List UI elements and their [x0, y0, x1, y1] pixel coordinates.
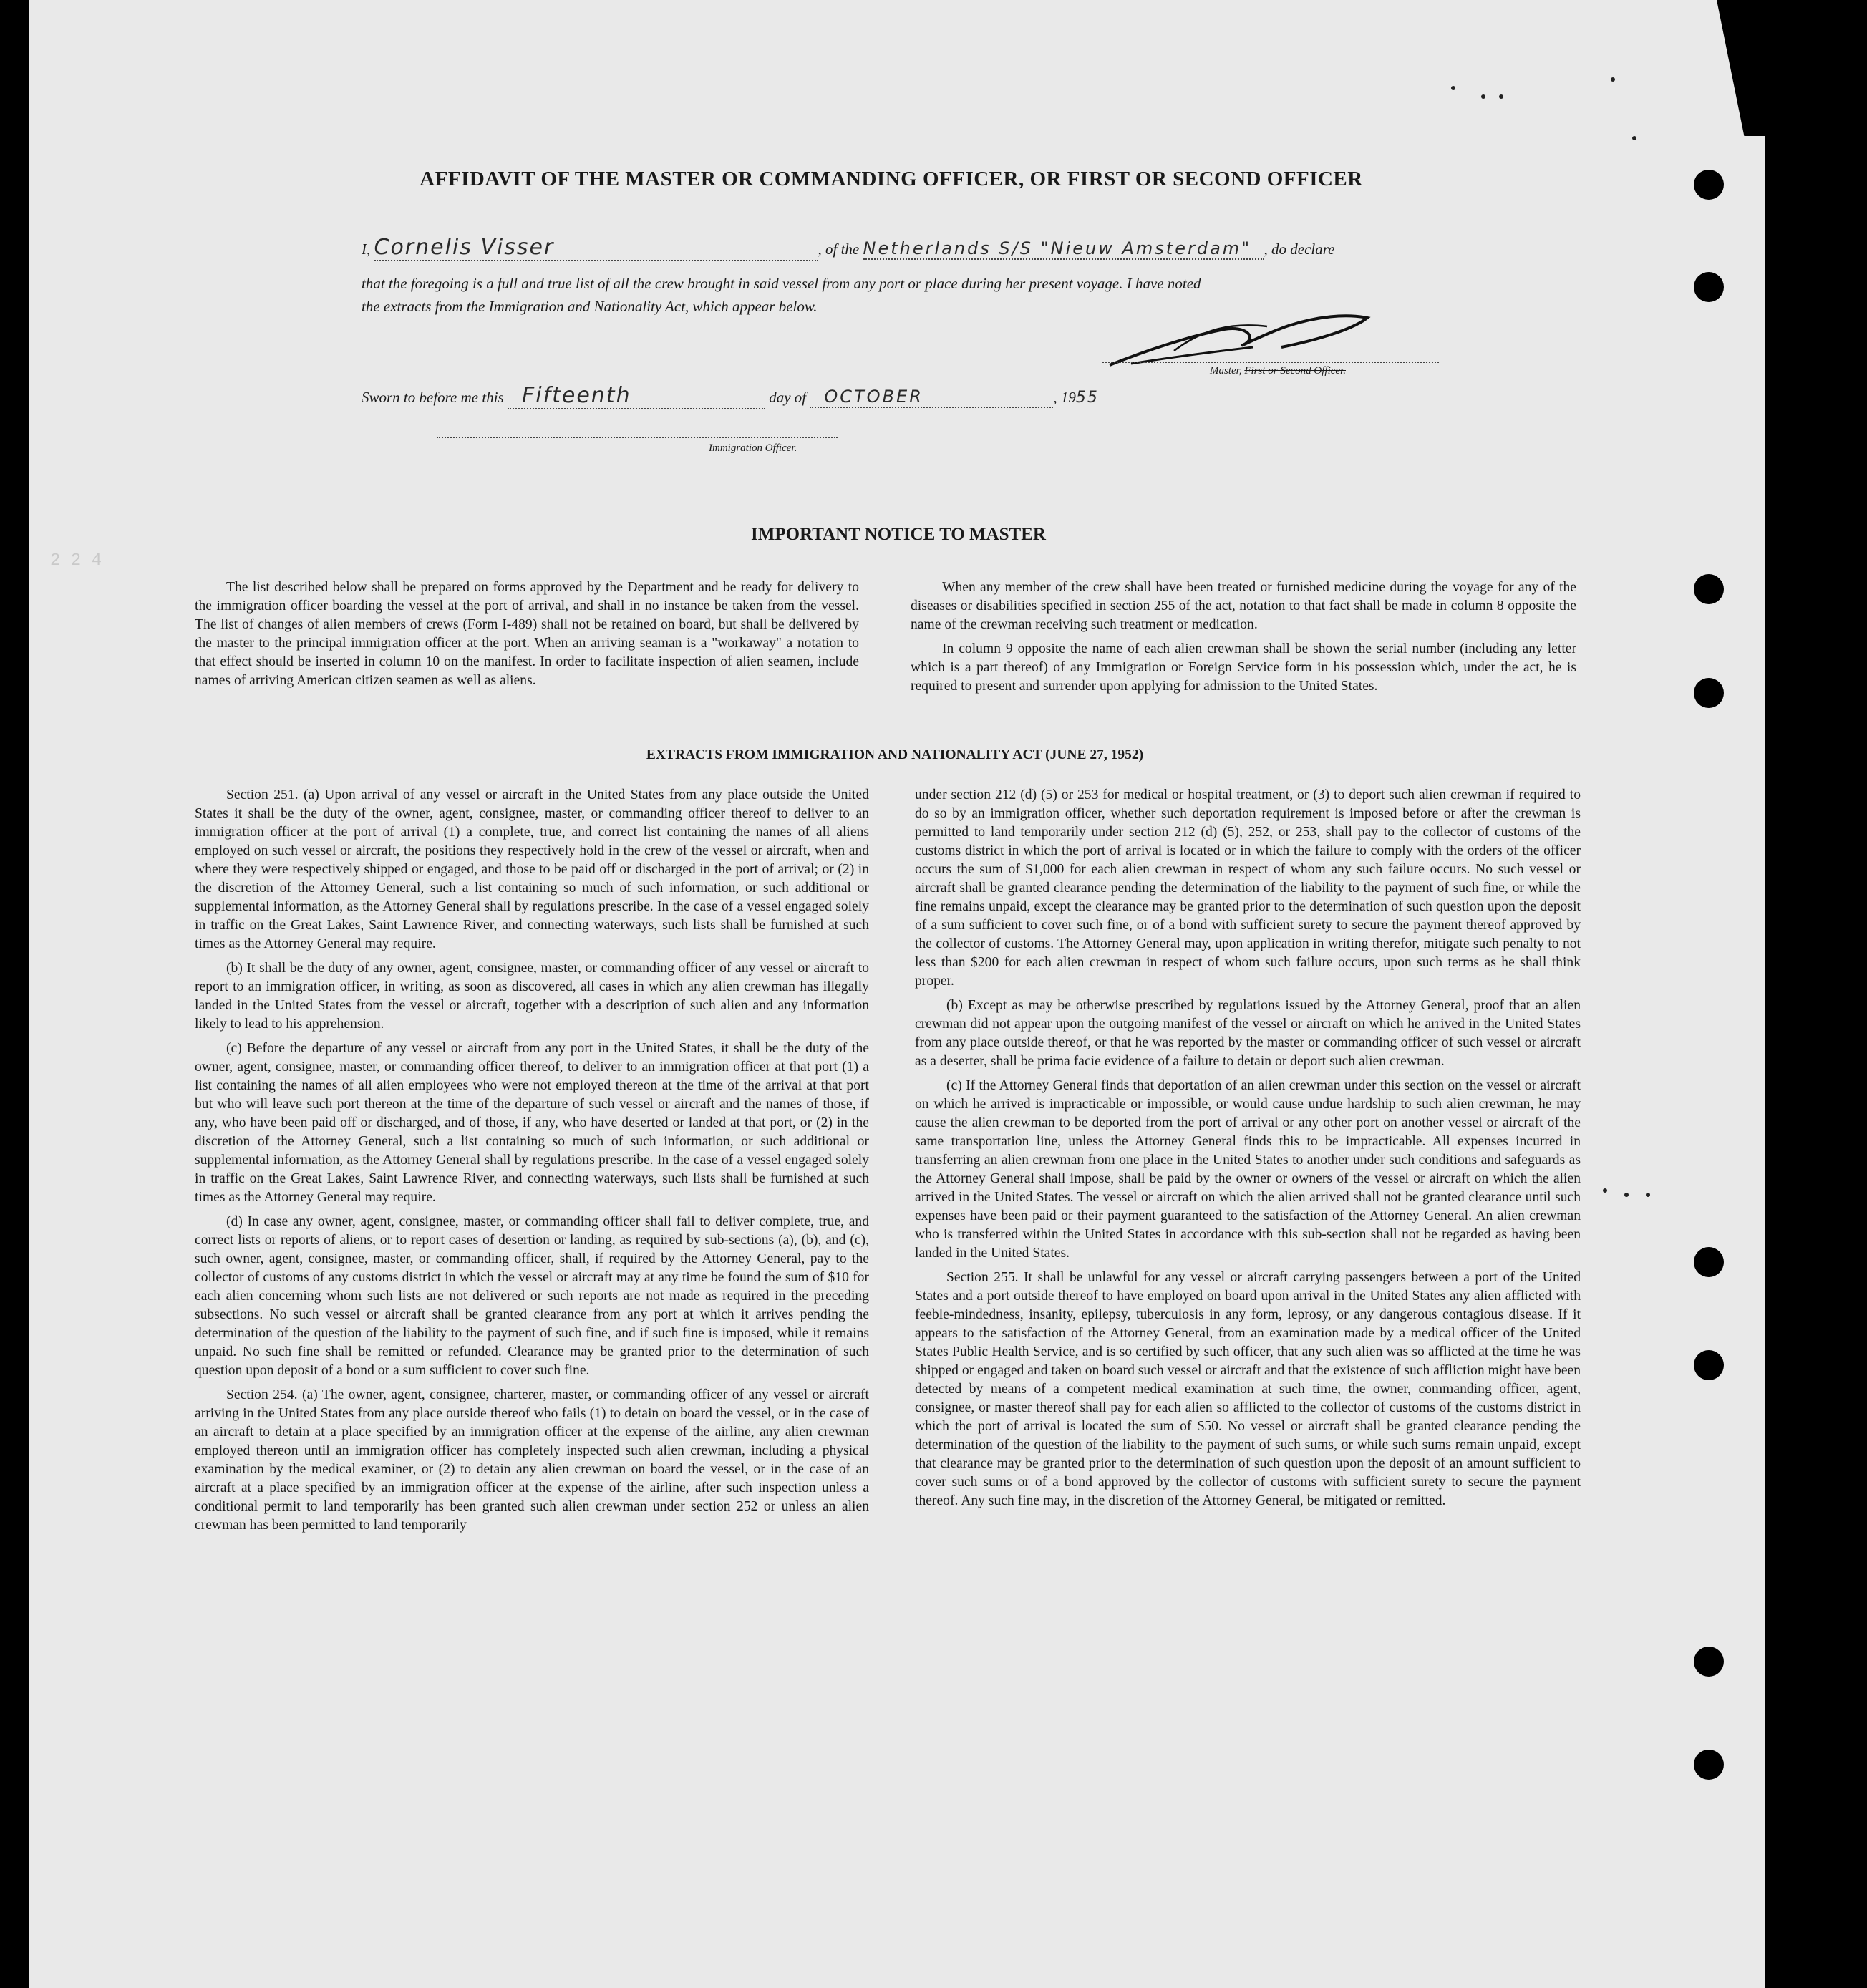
speck	[1646, 1193, 1650, 1197]
immigration-officer-line	[437, 437, 838, 438]
declaration-line-3: the extracts from the Immigration and Nationality Act, which appear below.	[362, 298, 818, 315]
declaration-line-1: I, Cornelis Visser , of the Netherlands S/S "Nieuw Amsterdam" , do declare	[362, 235, 1335, 260]
section-254a: Section 254. (a) The owner, agent, consignee, charterer, master, or commanding officer of any vessel or aircraft arriving in the United States from any place outside thereof who fails (1) to detain on board the vessel, or in the case of an aircraft to detain at a place specified by an immigration officer at the expense of the airline, any alien crewman employed thereon until an immigration officer has completely inspected such alien crewman, including a physical examination by the medical examiner, or (2) to detain any alien crewman on board the vessel, or in the case of an aircraft at a place specified by an immigration officer at the expense of the airline, after such inspection unless a conditional permit to land temporarily has been granted such alien crewman under section 252 or unless an alien crewman has been permitted to land temporarily	[195, 1387, 869, 1533]
sworn-year-field: 55	[1075, 389, 1099, 407]
section-254b: (b) Except as may be otherwise prescribed by regulations issued by the Attorney General, proof that an alien crewman did not appear upon the outgoing manifest of the vessel or aircraft on which he arrived in the United States from any place outside thereof, or that he was reported by the master or commanding officer of such vessel or aircraft as a deserter, shall be prima facie evidence of a failure to detain or deport such alien crewman.	[915, 998, 1581, 1069]
punch-hole	[1694, 1647, 1724, 1677]
speck	[1632, 136, 1636, 140]
sworn-day-field: Fifteenth	[508, 383, 765, 409]
speck	[1499, 94, 1503, 99]
punch-hole	[1694, 170, 1724, 200]
section-254a-cont: under section 212 (d) (5) or 253 for medical or hospital treatment, or (3) to deport such alien crewman if required to do so by an immigration officer, whether such deportation requirement is imposed before or after the crewman is permitted to land temporarily under section 212 (d) (5), 252, or 253, shall pay to the collector of customs of the customs district in which the port of arrival is located or in which the failure to comply with the orders of the officer occurs the sum of $1,000 for each alien crewman in respect of whom any such failure occurs. No such vessel or aircraft shall be granted clearance pending the determination of the liability to the payment of such fine, or while the fine remains unpaid, except the clearance may be granted prior to the determination of such question upon the deposit of a sum sufficient to cover such fine, or of a bond with sufficient surety to secure the payment thereof approved by the collector of customs. The Attorney General may, upon application in writing therefor, mitigate such penalty to not less than $200 for each alien crewman in respect of whom such failure occurs, upon such terms as he shall think proper.	[915, 787, 1581, 989]
punch-hole	[1694, 574, 1724, 604]
extracts-title: EXTRACTS FROM IMMIGRATION AND NATIONALITY ACT (JUNE 27, 1952)	[646, 747, 1144, 762]
speck	[1481, 94, 1485, 99]
punch-hole	[1694, 272, 1724, 302]
signature-line	[1102, 362, 1439, 363]
bleed-through-mark: 2 2 4	[50, 551, 102, 571]
master-name-field: Cornelis Visser	[374, 235, 818, 261]
sworn-month-field: OCTOBER	[810, 387, 1053, 408]
section-251b: (b) It shall be the duty of any owner, agent, consignee, master, or commanding officer of any vessel or aircraft to report to an immigration officer, in writing, as soon as discovered, all cases in which any alien crewman has illegally landed in the United States from the vessel or aircraft, together with a description of such alien and any information likely to lead to his apprehension.	[195, 961, 869, 1032]
speck	[1451, 86, 1455, 90]
immigration-officer-caption: Immigration Officer.	[709, 442, 797, 454]
extracts-right-column	[915, 786, 1581, 1516]
punch-hole	[1694, 1750, 1724, 1780]
section-251a: Section 251. (a) Upon arrival of any vessel or aircraft in the United States from any place outside the United States it shall be the duty of the owner, agent, consignee, master, or commanding officer thereof to deliver to an immigration officer at the port of arrival (1) a complete, true, and correct list containing the names of all aliens employed on such vessel or aircraft, the positions they respectively hold in the crew of the vessel or aircraft, when and where they were respectively shipped or engaged, and those to be paid off or discharged in the port of arrival; or (2) in the discretion of the Attorney General, such a list containing so much of such information, or such additional or supplemental information, as the Attorney General shall by regulations prescribe. In the case of a vessel engaged solely in traffic on the Great Lakes, Saint Lawrence River, and connecting waterways, such lists shall be furnished at such times as the Attorney General may require.	[195, 787, 869, 951]
punch-hole	[1694, 1247, 1724, 1277]
declaration-line-2: that the foregoing is a full and true list of all the crew brought in said vessel from any port or place during her present voyage. I have noted	[362, 275, 1201, 292]
section-251c: (c) Before the departure of any vessel or aircraft from any port in the United States, it shall be the duty of the owner, agent, consignee, master, or commanding officer thereof, to deliver to an immigration officer at that port (1) a list containing the names of all alien employees who were not employed thereon at the time of the arrival at that port but who will leave such port thereon at the time of the departure of such vessel or aircraft and the names of those, if any, who have been paid off or discharged, and of those, if any, who have deserted or landed at that port, or (2) in the discretion of the Attorney General, such a list containing so much of such information, or such additional or supplemental information, as the Attorney General shall by regulations prescribe. In the case of a vessel engaged solely in traffic on the Great Lakes, Saint Lawrence River, and connecting waterways, such lists shall be furnished at such times as the Attorney General may require.	[195, 1041, 869, 1205]
speck	[1611, 77, 1615, 82]
extracts-left-column	[195, 786, 869, 1541]
notice-left-column: The list described below shall be prepared on forms approved by the Department and be ready for delivery to the immigration officer boarding the vessel at the port of arrival, and shall in no instance be taken from the vessel. The list of changes of alien members of crews (Form I-489) shall not be retained on board, but shall be delivered by the master to the principal immigration officer at the port. When an arriving seaman is a "workaway" a notation to that effect should be inserted in column 10 on the manifest. In order to facilitate inspection of alien seamen, include names of arriving American citizen seamen as well as aliens.	[195, 580, 859, 688]
page-tab	[1697, 136, 1765, 1988]
vessel-field: Netherlands S/S "Nieuw Amsterdam"	[863, 238, 1264, 260]
section-255: Section 255. It shall be unlawful for any vessel or aircraft carrying passengers between a port of the United States and a port outside thereof to have employed on board upon arrival in the United States any alien afflicted with feeble-mindedness, insanity, epilepsy, tuberculosis in any form, leprosy, or any dangerous contagious disease. If it appears to the satisfaction of the Attorney General, from an examination made by a medical officer of the United States Public Health Service, and is so certified by such officer, that any such alien was so afflicted at the time he was shipped or engaged and taken on board such vessel or aircraft and that the existence of such affliction might have been detected by means of a competent medical examination at such time, the owner, commanding officer, agent, consignee, or master thereof shall pay for each alien so afflicted to the collector of customs of the customs district in which the port of arrival is located the sum of $50. No vessel or aircraft shall be granted clearance pending the determination of the question of the liability to the payment of such sums, or while such sums remain unpaid, except that clearance may be granted prior to the determination of such question upon the deposit of an amount sufficient to cover such sums or of a bond approved by the collector of customs with sufficient surety to secure the payment thereof. Any such fine may, in the discretion of the Attorney General, be mitigated or remitted.	[915, 1270, 1581, 1508]
section-251d: (d) In case any owner, agent, consignee, master, or commanding officer shall fail to deliver complete, true, and correct lists or reports of aliens, or to report cases of desertion or landing, as required by sub-sections (a), (b), and (c), such owner, agent, consignee, master, or commanding officer, shall, if required by the Attorney General, pay to the collector of customs of any customs district in which the vessel or aircraft may at any time be found the sum of $10 for each alien concerning whom such lists are not delivered or such reports are not made as required in the preceding subsections. No such vessel or aircraft shall be granted clearance from any port at which it arrives pending the determination of the question of the liability to the payment of such fine, and if such fine is imposed, while it remains unpaid. No such fine shall be remitted or refunded. Clearance may be granted prior to the determination of such question upon deposit of a bond or a sum sufficient to cover such fine.	[195, 1214, 869, 1378]
notice-title: IMPORTANT NOTICE TO MASTER	[751, 525, 1046, 544]
master-caption: Master, First or Second Officer.	[1210, 365, 1346, 377]
punch-hole	[1694, 678, 1724, 708]
affidavit-title: AFFIDAVIT OF THE MASTER OR COMMANDING OFFICER, OR FIRST OR SECOND OFFICER	[420, 168, 1363, 190]
speck	[1624, 1193, 1629, 1197]
section-254c: (c) If the Attorney General finds that deportation of an alien crewman under this section on the vessel or aircraft on which he arrived is impracticable or impossible, or would cause undue hardship to such alien crewman, he may cause the alien crewman to be deported from the port of arrival or any other port on another vessel or aircraft of the same transportation line, unless the Attorney General finds this to be impracticable. All expenses incurred in transferring an alien crewman from one place in the United States to another under such conditions and safeguards as the Attorney General shall impose, shall be paid by the owner or owners of the vessel or aircraft on which the alien arrived in the United States. The vessel or aircraft on which the alien arrived shall not be granted clearance until such expenses have been paid or their payment guaranteed to the satisfaction of the Attorney General. An alien crewman who is transferred within the United States in accordance with this sub-section shall not be regarded as having been landed in the United States.	[915, 1078, 1581, 1261]
punch-hole	[1694, 1350, 1724, 1380]
speck	[1603, 1188, 1607, 1193]
sworn-line: Sworn to before me this Fifteenth day of OCTOBER , 1955	[362, 383, 1099, 408]
notice-right-column: When any member of the crew shall have been treated or furnished medicine during the voyage for any of the diseases or disabilities specified in section 255 of the act, notation to that fact shall be made in column 8 opposite the name of the crewman receiving such treatment or medication. In column 9 opposite the name of each alien crewman shall be shown the serial number (including any letter which is a part thereof) of any Immigration or Foreign Service form in his possession which, under the act, he is required to present and surrender upon applying for admission to the United States.	[911, 580, 1576, 694]
